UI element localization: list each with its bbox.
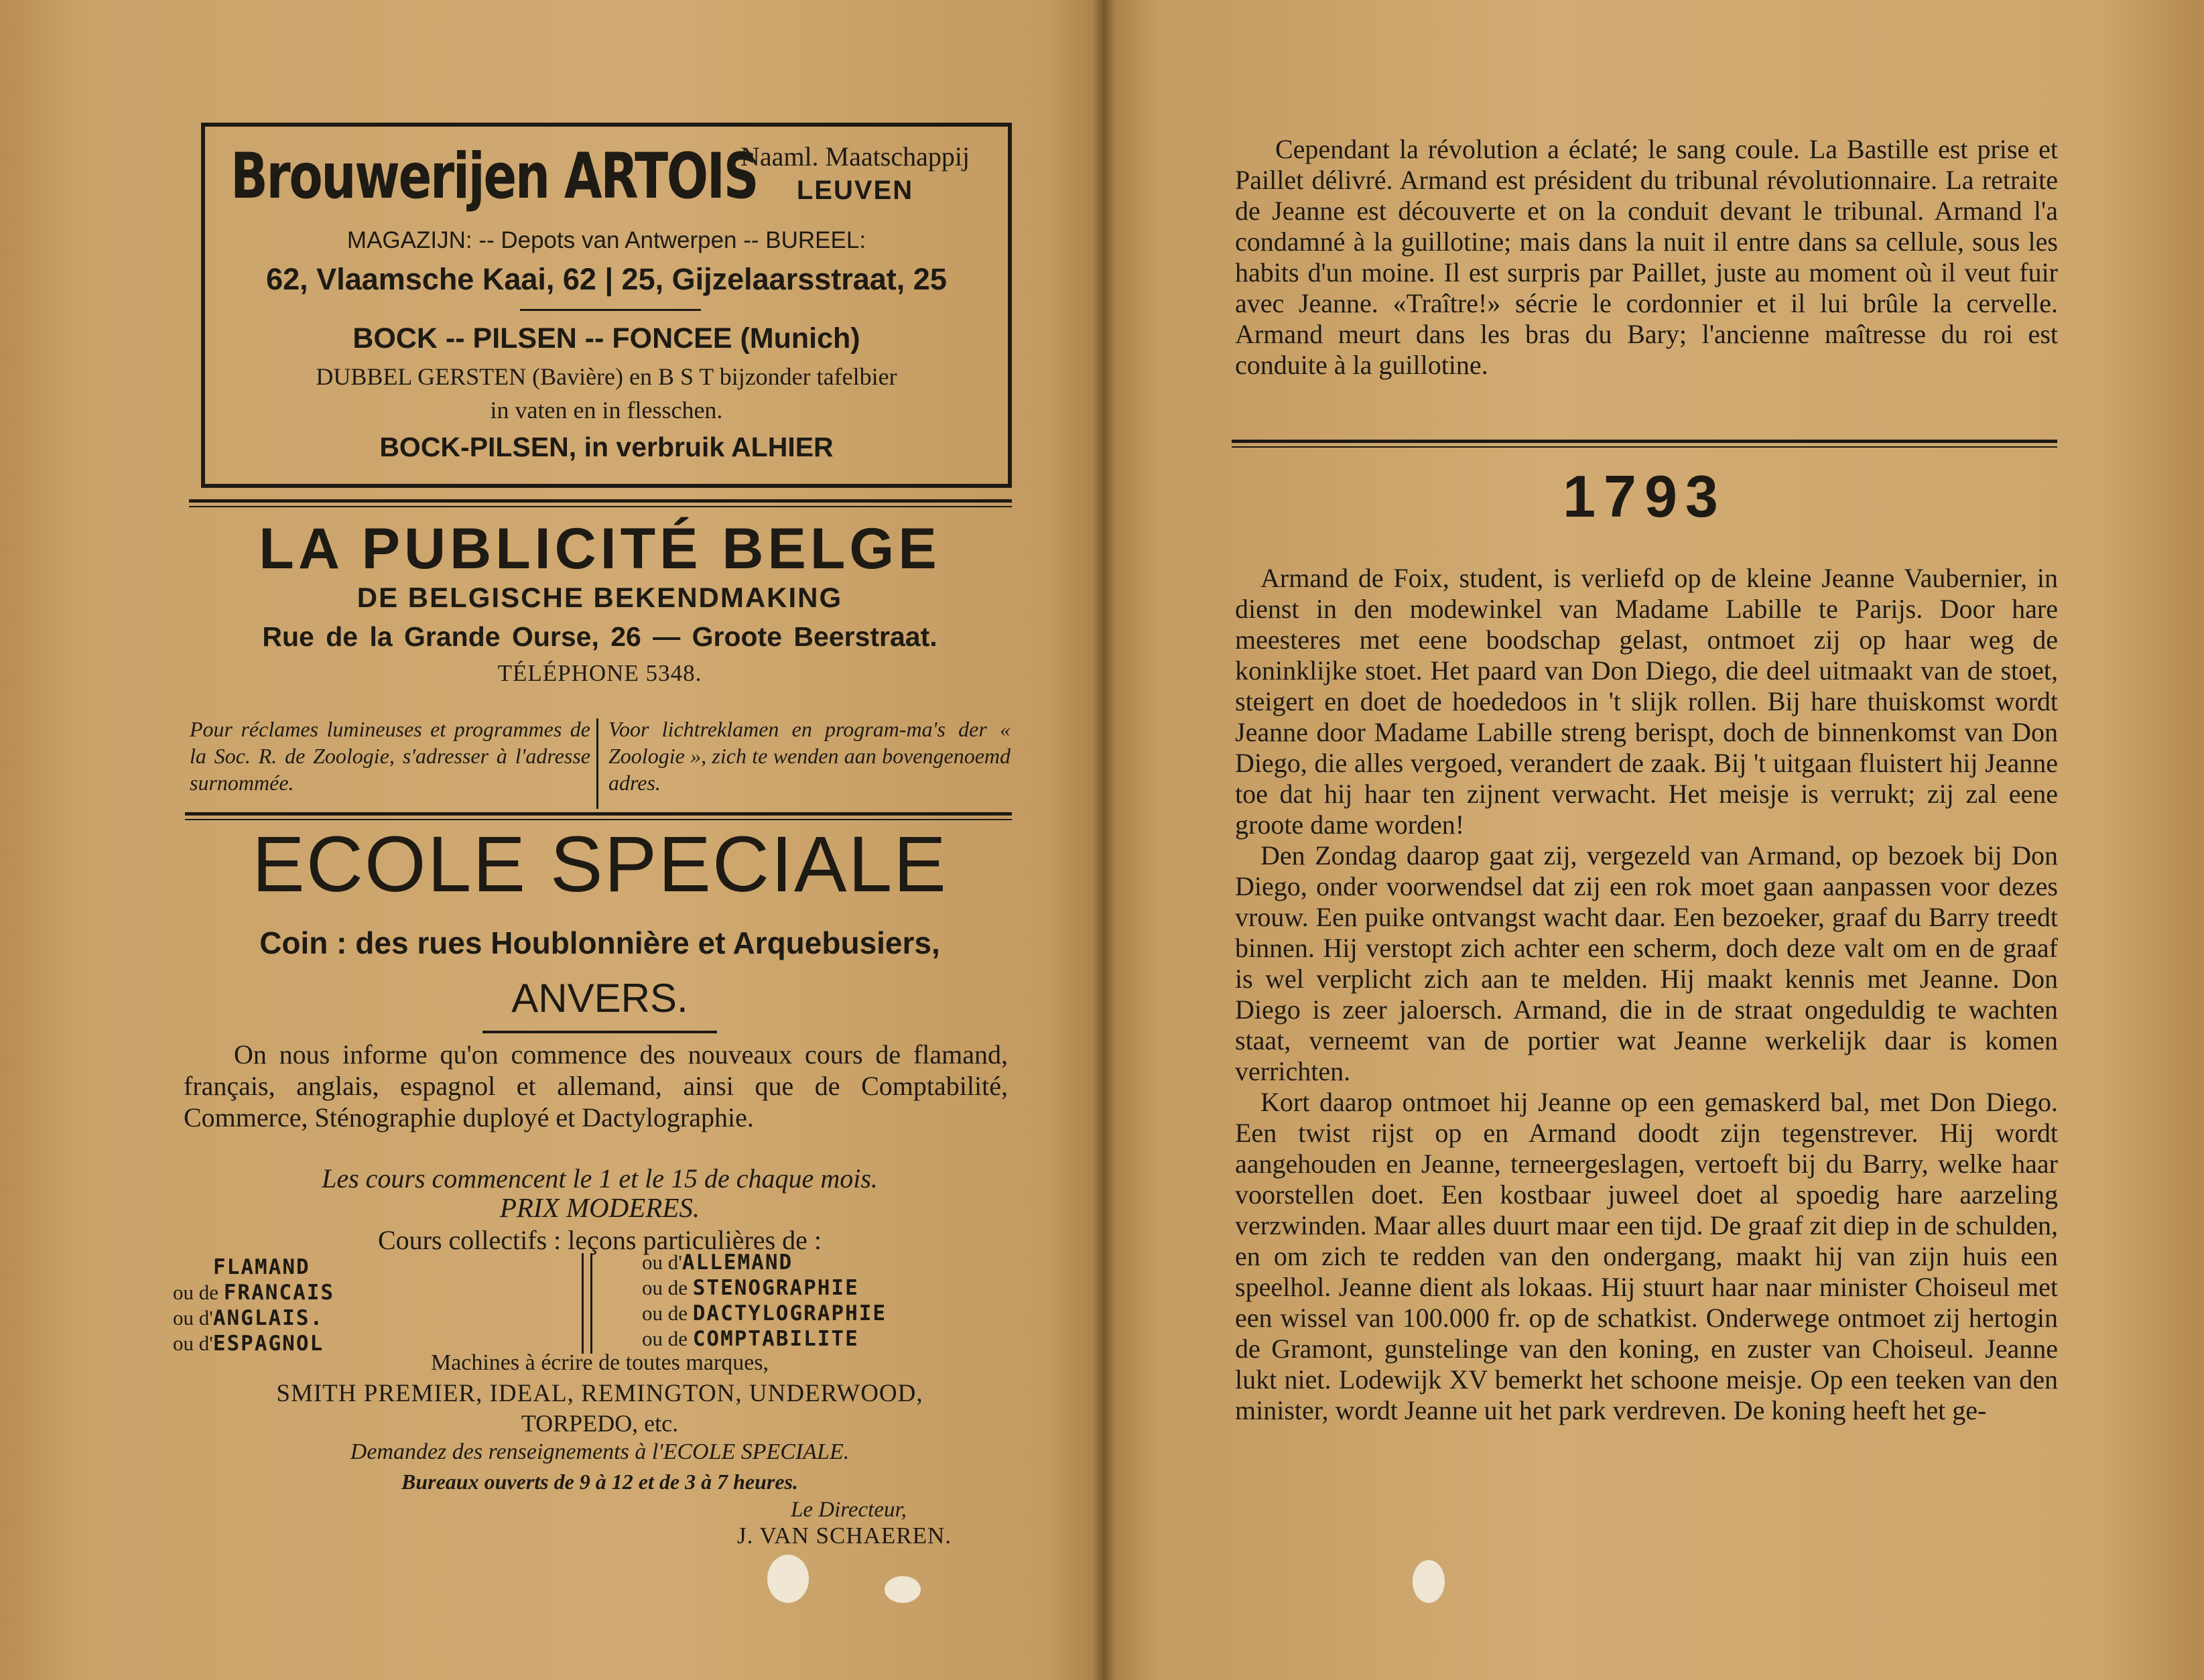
publicite-title: LA PUBLICITÉ BELGE <box>259 517 941 581</box>
ecole-city: ANVERS. <box>511 976 688 1021</box>
artois-company-type: Naaml. Maatschappij <box>740 141 970 172</box>
artois-company <box>708 140 1002 207</box>
section-divider <box>1232 440 2057 448</box>
ecole-subjects-divider <box>582 1253 592 1354</box>
artois-addresses: 62, Vlaamsche Kaai, 62 | 25, Gijzelaarsstraat, 25 <box>266 262 947 296</box>
list-item: ou de DACTYLOGRAPHIE <box>642 1301 887 1326</box>
ecole-subjects-left <box>173 1254 575 1356</box>
ecole-prices: PRIX MODERES. <box>499 1192 700 1223</box>
list-item: FLAMAND <box>213 1255 310 1279</box>
publicite-column-divider <box>596 718 598 809</box>
paragraph: Den Zondag daarop gaat zij, vergezeld van Armand, op bezoek bij Don Diego, onder voorwendsel dat zij een rok moet gaan aanpassen voor dezes vrouw. Een puike ontvangst wacht daar. Een bezoeker, graaf du Barry treedt binnen. Hij verstopt zich achter een scherm, doch deze valt om en de graaf is wel verplicht zich aan te melden. Hij maakt kennis met Jeanne. Don Diego is zeer jaloersch. Armand, die in de straat ongeduldig te wachten staat, verneemt van de portier wat Jeanne werkelijk daar is komen verrichten. <box>1235 840 2058 1086</box>
list-item: ou d'ANGLAIS. <box>173 1306 324 1330</box>
ecole-office-hours: Bureaux ouverts de 9 à 12 et de 3 à 7 heures. <box>401 1470 798 1494</box>
artois-beers: BOCK -- PILSEN -- FONCEE (Munich) <box>352 322 860 354</box>
ecole-corner-address: Coin : des rues Houblonnière et Arquebusiers, <box>259 925 940 960</box>
paragraph: Kort daarop ontmoet hij Jeanne op een gemaskerd bal, met Don Diego. Een twist rijst op en Armand doodt zijn tegenstrever. Hij wordt aangehouden en Jeanne, terneergeslagen, vertoeft bij du Barry, welke haar voorstellen doet. Een kostbaar juweel doet al spoedig hare aarzeling verzwinden. Maar alles duurt maar een tijd. De graaf zit diep in de schulden, en om zich te redden van den ondergang, maakt hij van zijn huis een speelhol. Jeanne dient als lokaas. Hij stuurt haar naar minister Choiseul met een wissel van 100.000 fr. op de schatkist. Onderwege ontmoet zij hertogin de Gramont, gunstelinge van den koning, en zuster van Choiseul. Jeanne lukt niet. Lodewijk XV bemerkt het schoone meisje. Op een teeken van den minister, wordt Jeanne uit het park verdreven. De koning heeft het ge- <box>1235 1087 2058 1425</box>
ecole-collective-courses: Cours collectifs : leçons particulières de : <box>377 1225 822 1255</box>
artois-line3: BOCK-PILSEN, in verbruik ALHIER <box>379 432 834 462</box>
list-item: ou d'ALLEMAND <box>642 1250 793 1275</box>
ecole-typewriter-brands-cont: TORPEDO, etc. <box>521 1410 679 1437</box>
list-item: ou d'ESPAGNOL <box>173 1332 324 1356</box>
synopsis-1793 <box>1235 563 2058 1426</box>
artois-line2: in vaten en in flesschen. <box>490 397 723 424</box>
synopsis-ending: Cependant la révolution a éclaté; le sang coule. La Bastille est prise et Paillet délivré. Armand est président du tribunal révolutionnaire. La retraite de Jeanne est découverte et on la conduit devant le tribunal. Armand l'a condamné à la guillotine; mais dans la nuit il entre dans sa cellule, sous les habits d'un moine. Il est surpris par Paillet, juste au moment où il veut fuir avec Jeanne. «Traître!» sécrie le cordonnier et il lui brûle la cervelle. Armand meurt dans les bras du Bary; l'ancienne maîtresse du roi est conduite à la guillotine. <box>1235 134 2058 380</box>
artois-city: LEUVEN <box>796 176 914 205</box>
ecole-city-underline <box>482 1031 717 1033</box>
ecole-director-name: J. VAN SCHAEREN. <box>737 1523 952 1549</box>
artois-divider <box>520 309 701 311</box>
paragraph: Armand de Foix, student, is verliefd op de kleine Jeanne Vaubernier, in dienst in den modewinkel van Madame Labille te Parijs. Door hare meesteres met eene boodschap gelast, ontmoet zij op haar weg de koninklijke stoet. Het paard van Don Diego, die deel uitmaakt van de stoet, steigert en doet de hoededoos in 't slijk rollen. Bij hare thuiskomst wordt Jeanne door Madame Labille streng berispt, doch de binnenkomst van Don Diego, die alles vergoed, verandert de zaak. Bij 't uitgaan fluistert hij Jeanne toe dat hij haar ten zijnent verwacht. Het meisje is verrukt; zij zal eene groote dame worden! <box>1235 563 2058 840</box>
punch-hole-left <box>767 1555 809 1603</box>
publicite-note-fr: Pour réclames lumineuses et programmes de la Soc. R. de Zoologie, s'adresser à l'adresse surnommée. <box>190 717 590 795</box>
divider-artois-publicite <box>189 499 1012 507</box>
list-item: ou de STENOGRAPHIE <box>642 1276 859 1300</box>
list-item: ou de FRANCAIS <box>173 1281 335 1305</box>
ecole-director-label: Le Directeur, <box>791 1498 907 1522</box>
artois-line1: DUBBEL GERSTEN (Bavière) en B S T bijzonder tafelbier <box>316 363 897 390</box>
ad-artois <box>201 123 1012 488</box>
ecole-subjects-right <box>642 1250 1017 1352</box>
list-item: ou de COMPTABILITE <box>642 1327 859 1351</box>
publicite-phone: TÉLÉPHONE 5348. <box>497 660 702 686</box>
section-heading: 1793 <box>1563 463 1726 529</box>
punch-hole-right <box>1413 1560 1445 1603</box>
publicite-address: Rue de la Grande Ourse, 26 — Groote Beerstraat. <box>262 621 937 652</box>
artois-magazijn: MAGAZIJN: -- Depots van Antwerpen -- BUREEL: <box>346 227 866 253</box>
ecole-course-dates: Les cours commencent le 1 et le 15 de chaque mois. <box>322 1163 878 1193</box>
artois-brand: Brouwerijen ARTOIS <box>231 140 758 213</box>
punch-hole-left-small <box>885 1576 921 1603</box>
publicite-note-nl: Voor lichtreklamen en program-ma's der « Zoologie », zich te wenden aan bovengenoemd adres. <box>608 717 1011 795</box>
publicite-subtitle: DE BELGISCHE BEKENDMAKING <box>356 582 843 613</box>
ecole-inquiries: Demandez des renseignements à l'ECOLE SPECIALE. <box>350 1439 850 1464</box>
ecole-intro: On nous informe qu'on commence des nouveaux cours de flamand, français, anglais, espagnol et allemand, ainsi que de Comptabilité, Commerce, Sténographie duployé et Dactylographie. <box>184 1039 1008 1133</box>
ecole-title: ECOLE SPECIALE <box>252 820 948 909</box>
ecole-machines: Machines à écrire de toutes marques, <box>430 1350 769 1375</box>
ecole-typewriter-brands: SMITH PREMIER, IDEAL, REMINGTON, UNDERWOOD, <box>276 1380 923 1407</box>
page-gutter <box>1092 0 1115 1680</box>
